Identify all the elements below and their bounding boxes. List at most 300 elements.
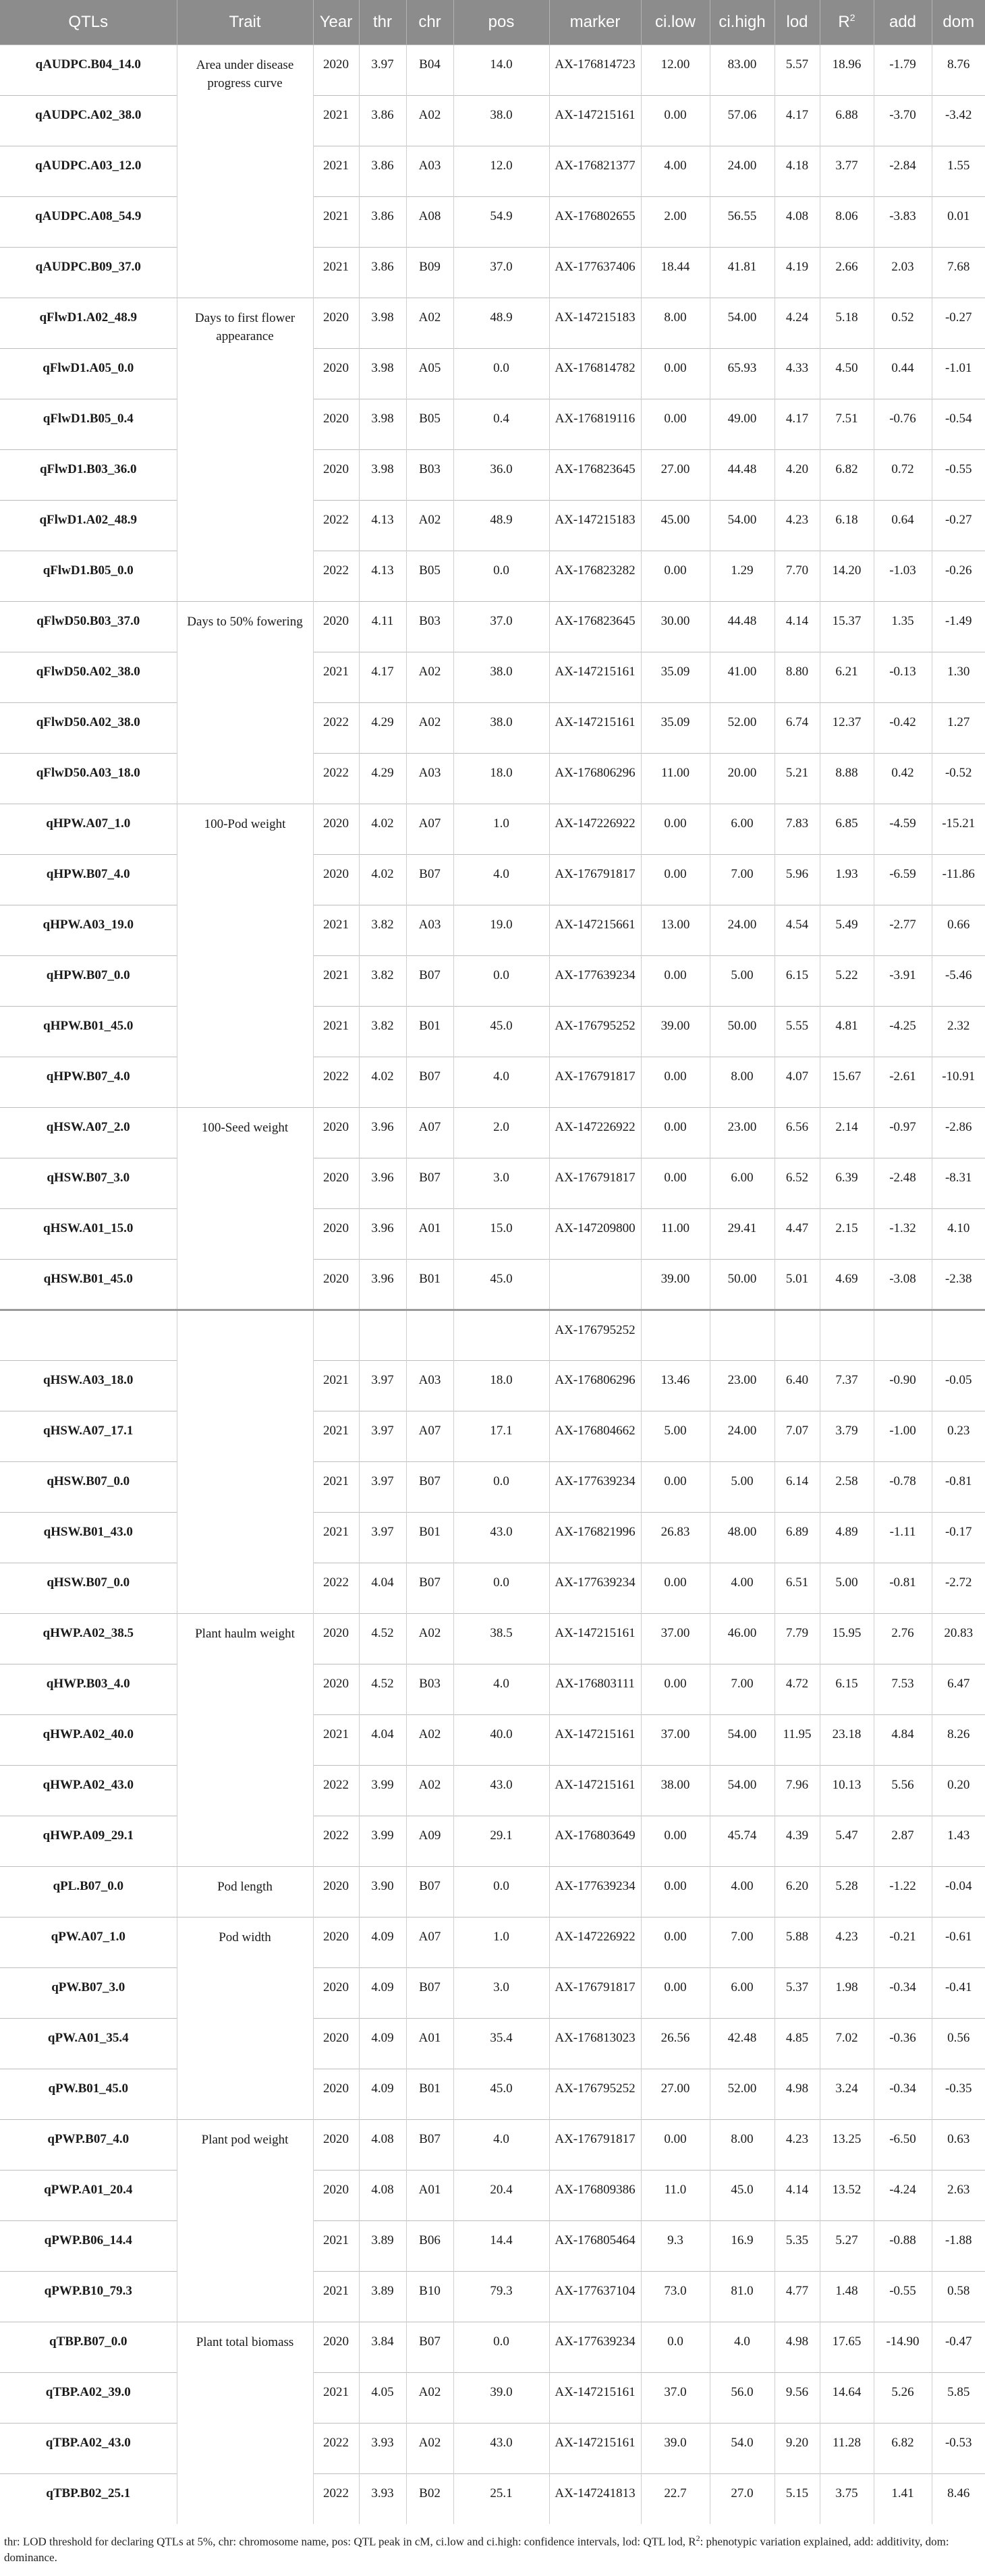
cell-ci-low: 27.00 [641, 449, 710, 500]
cell-chromosome: A07 [406, 1411, 453, 1461]
cell-ci-low: 0.00 [641, 399, 710, 449]
cell-dominance: 8.46 [932, 2473, 985, 2524]
cell-year [313, 1310, 359, 1360]
cell-ci-high: 24.00 [710, 905, 775, 955]
header-thr: thr [359, 0, 406, 45]
table-row [0, 2119, 985, 2170]
cell-marker: AX-176791817 [549, 2119, 641, 2170]
cell-dominance: -0.52 [932, 753, 985, 804]
cell-ci-low: 0.00 [641, 1107, 710, 1158]
cell-additivity: -0.36 [874, 2018, 932, 2069]
cell-dominance: -11.86 [932, 854, 985, 905]
cell-additivity: -3.08 [874, 1259, 932, 1310]
table-row [0, 955, 985, 1006]
cell-r-squared: 15.95 [820, 1613, 874, 1664]
cell-qtl-name: qFlwD50.B03_37.0 [0, 601, 177, 652]
cell-dominance: -0.81 [932, 1461, 985, 1512]
cell-position: 12.0 [453, 146, 549, 196]
cell-chromosome: A01 [406, 2170, 453, 2220]
cell-qtl-name: qHPW.B07_4.0 [0, 854, 177, 905]
cell-ci-high: 45.0 [710, 2170, 775, 2220]
cell-r-squared: 4.69 [820, 1259, 874, 1310]
cell-ci-high: 50.00 [710, 1259, 775, 1310]
cell-lod: 6.52 [775, 1158, 820, 1208]
cell-dominance: 0.23 [932, 1411, 985, 1461]
cell-chromosome: B07 [406, 854, 453, 905]
cell-lod: 4.19 [775, 247, 820, 298]
cell-r-squared: 1.93 [820, 854, 874, 905]
cell-marker: AX-147215161 [549, 652, 641, 702]
cell-r-squared: 5.27 [820, 2220, 874, 2271]
cell-ci-high: 8.00 [710, 1057, 775, 1107]
cell-position: 40.0 [453, 1714, 549, 1765]
cell-threshold: 4.09 [359, 1967, 406, 2018]
cell-year: 2021 [313, 2372, 359, 2423]
cell-additivity: -2.61 [874, 1057, 932, 1107]
cell-dominance: 0.01 [932, 196, 985, 247]
cell-position: 0.0 [453, 1563, 549, 1613]
cell-lod: 5.01 [775, 1259, 820, 1310]
cell-threshold: 3.89 [359, 2271, 406, 2322]
cell-position: 38.0 [453, 702, 549, 753]
cell-position: 25.1 [453, 2473, 549, 2524]
cell-dominance: 1.55 [932, 146, 985, 196]
cell-position: 18.0 [453, 1360, 549, 1411]
cell-position: 29.1 [453, 1816, 549, 1866]
cell-position [453, 1310, 549, 1360]
cell-ci-high: 65.93 [710, 348, 775, 399]
table-row [0, 2372, 985, 2423]
cell-threshold: 4.04 [359, 1563, 406, 1613]
cell-qtl-name: qPWP.B10_79.3 [0, 2271, 177, 2322]
cell-threshold: 3.97 [359, 1512, 406, 1563]
cell-threshold: 4.05 [359, 2372, 406, 2423]
cell-dominance: 1.27 [932, 702, 985, 753]
cell-marker: AX-177639234 [549, 1461, 641, 1512]
cell-ci-high: 4.0 [710, 2322, 775, 2372]
cell-ci-high: 24.00 [710, 146, 775, 196]
cell-dominance: -2.38 [932, 1259, 985, 1310]
cell-dominance: -0.35 [932, 2069, 985, 2119]
cell-threshold: 4.13 [359, 500, 406, 551]
cell-trait-name [177, 1057, 313, 1107]
cell-r-squared: 3.75 [820, 2473, 874, 2524]
cell-ci-high: 1.29 [710, 551, 775, 601]
cell-r-squared: 8.88 [820, 753, 874, 804]
cell-year: 2022 [313, 551, 359, 601]
cell-chromosome: A02 [406, 702, 453, 753]
cell-dominance: -0.55 [932, 449, 985, 500]
cell-marker: AX-176821996 [549, 1512, 641, 1563]
cell-dominance: 8.26 [932, 1714, 985, 1765]
cell-ci-high: 54.0 [710, 2423, 775, 2473]
cell-qtl-name: qHSW.A01_15.0 [0, 1208, 177, 1259]
cell-ci-low: 0.00 [641, 1866, 710, 1917]
table-row [0, 95, 985, 146]
cell-qtl-name: qFlwD50.A02_38.0 [0, 702, 177, 753]
header-lod: lod [775, 0, 820, 45]
cell-year: 2020 [313, 1917, 359, 1967]
cell-dominance: 0.63 [932, 2119, 985, 2170]
cell-marker: AX-177639234 [549, 2322, 641, 2372]
cell-r-squared [820, 1310, 874, 1360]
table-row [0, 1310, 985, 1360]
cell-additivity: 6.82 [874, 2423, 932, 2473]
cell-r-squared: 2.15 [820, 1208, 874, 1259]
cell-additivity: -1.79 [874, 45, 932, 95]
cell-threshold: 3.86 [359, 146, 406, 196]
cell-r-squared: 1.98 [820, 1967, 874, 2018]
table-row [0, 1765, 985, 1816]
cell-additivity: -4.24 [874, 2170, 932, 2220]
cell-lod: 5.37 [775, 1967, 820, 2018]
cell-year: 2020 [313, 2069, 359, 2119]
cell-ci-low: 30.00 [641, 601, 710, 652]
cell-year: 2020 [313, 1259, 359, 1310]
cell-r-squared: 13.52 [820, 2170, 874, 2220]
cell-year: 2020 [313, 1613, 359, 1664]
cell-ci-low: 26.56 [641, 2018, 710, 2069]
header-chr: chr [406, 0, 453, 45]
cell-lod: 4.54 [775, 905, 820, 955]
table-row [0, 399, 985, 449]
table-row [0, 753, 985, 804]
table-row [0, 1917, 985, 1967]
cell-position: 43.0 [453, 2423, 549, 2473]
cell-qtl-name: qHSW.B07_0.0 [0, 1563, 177, 1613]
cell-marker: AX-147215161 [549, 95, 641, 146]
table-row [0, 1208, 985, 1259]
cell-ci-high: 16.9 [710, 2220, 775, 2271]
cell-ci-low: 73.0 [641, 2271, 710, 2322]
cell-additivity: -0.81 [874, 1563, 932, 1613]
cell-marker: AX-177639234 [549, 1866, 641, 1917]
cell-dominance: 6.47 [932, 1664, 985, 1714]
cell-r-squared: 4.89 [820, 1512, 874, 1563]
cell-qtl-name: qHPW.B01_45.0 [0, 1006, 177, 1057]
cell-additivity: 5.26 [874, 2372, 932, 2423]
cell-r-squared: 7.51 [820, 399, 874, 449]
cell-marker: AX-176821377 [549, 146, 641, 196]
cell-additivity: 2.76 [874, 1613, 932, 1664]
table-row [0, 2018, 985, 2069]
cell-trait-name [177, 1512, 313, 1563]
cell-ci-low: 5.00 [641, 1411, 710, 1461]
cell-trait-name [177, 449, 313, 500]
cell-marker: AX-147215161 [549, 2423, 641, 2473]
cell-ci-high: 5.00 [710, 1461, 775, 1512]
cell-trait-name [177, 2271, 313, 2322]
cell-chromosome: A03 [406, 146, 453, 196]
cell-year: 2020 [313, 2018, 359, 2069]
cell-trait-name: Days to 50% fowering [177, 601, 313, 652]
header-r2-superscript: 2 [849, 12, 855, 24]
cell-marker: AX-176803111 [549, 1664, 641, 1714]
cell-year: 2022 [313, 753, 359, 804]
cell-position: 18.0 [453, 753, 549, 804]
cell-ci-high: 54.00 [710, 298, 775, 348]
cell-ci-high: 49.00 [710, 399, 775, 449]
cell-chromosome: B07 [406, 1866, 453, 1917]
table-row [0, 500, 985, 551]
cell-chromosome: A08 [406, 196, 453, 247]
cell-trait-name [177, 500, 313, 551]
header-ci-high: ci.high [710, 0, 775, 45]
cell-lod: 4.20 [775, 449, 820, 500]
cell-trait-name [177, 2372, 313, 2423]
cell-chromosome: A07 [406, 804, 453, 854]
cell-chromosome: A03 [406, 753, 453, 804]
cell-additivity: -4.25 [874, 1006, 932, 1057]
cell-lod: 6.20 [775, 1866, 820, 1917]
cell-trait-name [177, 399, 313, 449]
cell-position: 37.0 [453, 601, 549, 652]
cell-lod: 11.95 [775, 1714, 820, 1765]
cell-qtl-name: qAUDPC.A03_12.0 [0, 146, 177, 196]
cell-trait-name [177, 1158, 313, 1208]
cell-qtl-name: qFlwD1.B05_0.4 [0, 399, 177, 449]
cell-ci-high: 6.00 [710, 804, 775, 854]
cell-ci-low: 11.0 [641, 2170, 710, 2220]
cell-ci-high: 81.0 [710, 2271, 775, 2322]
cell-r-squared: 6.18 [820, 500, 874, 551]
table-row [0, 2069, 985, 2119]
cell-year: 2021 [313, 247, 359, 298]
cell-ci-low: 37.0 [641, 2372, 710, 2423]
cell-trait-name: 100-Pod weight [177, 804, 313, 854]
cell-r-squared: 6.21 [820, 652, 874, 702]
cell-ci-low: 0.00 [641, 1917, 710, 1967]
cell-year: 2020 [313, 348, 359, 399]
cell-chromosome: B01 [406, 1006, 453, 1057]
cell-lod: 6.51 [775, 1563, 820, 1613]
cell-chromosome: B03 [406, 1664, 453, 1714]
cell-lod: 4.39 [775, 1816, 820, 1866]
cell-qtl-name: qHWP.B03_4.0 [0, 1664, 177, 1714]
table-row [0, 45, 985, 95]
cell-lod: 4.47 [775, 1208, 820, 1259]
cell-r-squared: 15.37 [820, 601, 874, 652]
table-row [0, 1967, 985, 2018]
cell-qtl-name: qHSW.A07_17.1 [0, 1411, 177, 1461]
cell-chromosome: A02 [406, 2372, 453, 2423]
cell-ci-low: 0.00 [641, 1563, 710, 1613]
table-row [0, 1512, 985, 1563]
cell-dominance: 8.76 [932, 45, 985, 95]
cell-qtl-name: qHPW.A03_19.0 [0, 905, 177, 955]
cell-r-squared: 15.67 [820, 1057, 874, 1107]
cell-ci-low: 39.00 [641, 1006, 710, 1057]
cell-marker: AX-147226922 [549, 804, 641, 854]
cell-trait-name [177, 1411, 313, 1461]
cell-qtl-name: qPW.B07_3.0 [0, 1967, 177, 2018]
cell-additivity: -0.34 [874, 1967, 932, 2018]
cell-year: 2020 [313, 2170, 359, 2220]
cell-threshold: 3.90 [359, 1866, 406, 1917]
cell-threshold: 4.13 [359, 551, 406, 601]
cell-trait-name [177, 2423, 313, 2473]
cell-trait-name [177, 2018, 313, 2069]
cell-qtl-name: qTBP.A02_43.0 [0, 2423, 177, 2473]
cell-r-squared: 5.00 [820, 1563, 874, 1613]
cell-trait-name [177, 1006, 313, 1057]
cell-ci-low: 0.00 [641, 1967, 710, 2018]
cell-ci-low: 2.00 [641, 196, 710, 247]
cell-qtl-name: qAUDPC.B04_14.0 [0, 45, 177, 95]
cell-position: 38.0 [453, 95, 549, 146]
cell-additivity: 0.42 [874, 753, 932, 804]
cell-ci-high: 83.00 [710, 45, 775, 95]
cell-additivity: 1.35 [874, 601, 932, 652]
table-row [0, 905, 985, 955]
cell-dominance: 4.10 [932, 1208, 985, 1259]
cell-threshold: 4.52 [359, 1664, 406, 1714]
cell-ci-low: 39.00 [641, 1259, 710, 1310]
cell-marker [549, 1259, 641, 1310]
cell-additivity: -2.77 [874, 905, 932, 955]
cell-marker: AX-176802655 [549, 196, 641, 247]
cell-dominance: -1.88 [932, 2220, 985, 2271]
cell-position: 4.0 [453, 1057, 549, 1107]
cell-year: 2020 [313, 45, 359, 95]
cell-additivity: -0.90 [874, 1360, 932, 1411]
cell-additivity: -14.90 [874, 2322, 932, 2372]
cell-year: 2021 [313, 146, 359, 196]
cell-year: 2021 [313, 1006, 359, 1057]
cell-r-squared: 5.47 [820, 1816, 874, 1866]
cell-dominance: -8.31 [932, 1158, 985, 1208]
cell-position: 43.0 [453, 1765, 549, 1816]
cell-qtl-name: qFlwD1.A02_48.9 [0, 500, 177, 551]
cell-additivity: 0.64 [874, 500, 932, 551]
cell-additivity: -2.84 [874, 146, 932, 196]
table-body [0, 45, 985, 2524]
cell-qtl-name: qAUDPC.A08_54.9 [0, 196, 177, 247]
cell-lod: 4.14 [775, 601, 820, 652]
cell-year: 2021 [313, 2271, 359, 2322]
table-row [0, 1816, 985, 1866]
cell-qtl-name: qFlwD50.A03_18.0 [0, 753, 177, 804]
cell-ci-high: 5.00 [710, 955, 775, 1006]
cell-chromosome: B10 [406, 2271, 453, 2322]
cell-threshold: 4.02 [359, 854, 406, 905]
cell-trait-name [177, 348, 313, 399]
table-row [0, 1107, 985, 1158]
cell-year: 2021 [313, 652, 359, 702]
cell-marker: AX-176813023 [549, 2018, 641, 2069]
cell-lod: 9.20 [775, 2423, 820, 2473]
cell-additivity: 0.72 [874, 449, 932, 500]
cell-position: 35.4 [453, 2018, 549, 2069]
table-row [0, 1411, 985, 1461]
cell-additivity: -1.00 [874, 1411, 932, 1461]
cell-r-squared: 4.23 [820, 1917, 874, 1967]
cell-dominance: 1.43 [932, 1816, 985, 1866]
header-qtls: QTLs [0, 0, 177, 45]
cell-chromosome: B07 [406, 1158, 453, 1208]
cell-ci-high: 42.48 [710, 2018, 775, 2069]
table-row [0, 1360, 985, 1411]
cell-lod: 4.72 [775, 1664, 820, 1714]
cell-dominance: -0.61 [932, 1917, 985, 1967]
cell-lod: 4.23 [775, 500, 820, 551]
table-row [0, 652, 985, 702]
cell-chromosome: A01 [406, 2018, 453, 2069]
cell-lod: 5.88 [775, 1917, 820, 1967]
cell-ci-low: 0.00 [641, 955, 710, 1006]
cell-trait-name [177, 905, 313, 955]
cell-position: 4.0 [453, 2119, 549, 2170]
cell-dominance: 1.30 [932, 652, 985, 702]
table-row [0, 601, 985, 652]
cell-marker: AX-176814782 [549, 348, 641, 399]
cell-dominance: -0.54 [932, 399, 985, 449]
cell-ci-low: 18.44 [641, 247, 710, 298]
cell-ci-high: 6.00 [710, 1158, 775, 1208]
cell-dominance: 7.68 [932, 247, 985, 298]
cell-position: 0.0 [453, 551, 549, 601]
cell-threshold: 3.96 [359, 1259, 406, 1310]
cell-year: 2022 [313, 702, 359, 753]
cell-chromosome: A02 [406, 95, 453, 146]
cell-threshold: 3.98 [359, 298, 406, 348]
cell-ci-high: 4.00 [710, 1866, 775, 1917]
cell-marker: AX-177637104 [549, 2271, 641, 2322]
cell-r-squared: 6.88 [820, 95, 874, 146]
cell-marker: AX-176806296 [549, 1360, 641, 1411]
cell-trait-name [177, 1967, 313, 2018]
table-row [0, 1664, 985, 1714]
cell-qtl-name: qHWP.A02_40.0 [0, 1714, 177, 1765]
cell-qtl-name: qTBP.B07_0.0 [0, 2322, 177, 2372]
cell-marker: AX-176823645 [549, 601, 641, 652]
cell-chromosome: B01 [406, 2069, 453, 2119]
cell-position: 43.0 [453, 1512, 549, 1563]
cell-additivity: -3.83 [874, 196, 932, 247]
cell-ci-low: 0.00 [641, 348, 710, 399]
cell-additivity: -0.76 [874, 399, 932, 449]
cell-dominance [932, 1310, 985, 1360]
cell-year: 2022 [313, 2423, 359, 2473]
cell-year: 2020 [313, 1158, 359, 1208]
cell-year: 2022 [313, 1563, 359, 1613]
cell-additivity: -0.42 [874, 702, 932, 753]
cell-trait-name: Plant total biomass [177, 2322, 313, 2372]
cell-position: 0.4 [453, 399, 549, 449]
table-row [0, 146, 985, 196]
cell-ci-high: 29.41 [710, 1208, 775, 1259]
cell-position: 0.0 [453, 1461, 549, 1512]
cell-ci-low: 39.0 [641, 2423, 710, 2473]
cell-trait-name [177, 2170, 313, 2220]
cell-threshold: 3.99 [359, 1765, 406, 1816]
cell-ci-low: 22.7 [641, 2473, 710, 2524]
cell-ci-high: 6.00 [710, 1967, 775, 2018]
cell-lod: 4.98 [775, 2069, 820, 2119]
cell-ci-high: 54.00 [710, 500, 775, 551]
cell-lod: 8.80 [775, 652, 820, 702]
cell-position: 0.0 [453, 1866, 549, 1917]
cell-chromosome: A02 [406, 1613, 453, 1664]
cell-chromosome: B07 [406, 1563, 453, 1613]
cell-lod: 4.24 [775, 298, 820, 348]
header-add: add [874, 0, 932, 45]
cell-ci-high: 44.48 [710, 449, 775, 500]
cell-position: 0.0 [453, 2322, 549, 2372]
cell-marker: AX-176804662 [549, 1411, 641, 1461]
cell-qtl-name: qHWP.A09_29.1 [0, 1816, 177, 1866]
cell-chromosome: A02 [406, 298, 453, 348]
